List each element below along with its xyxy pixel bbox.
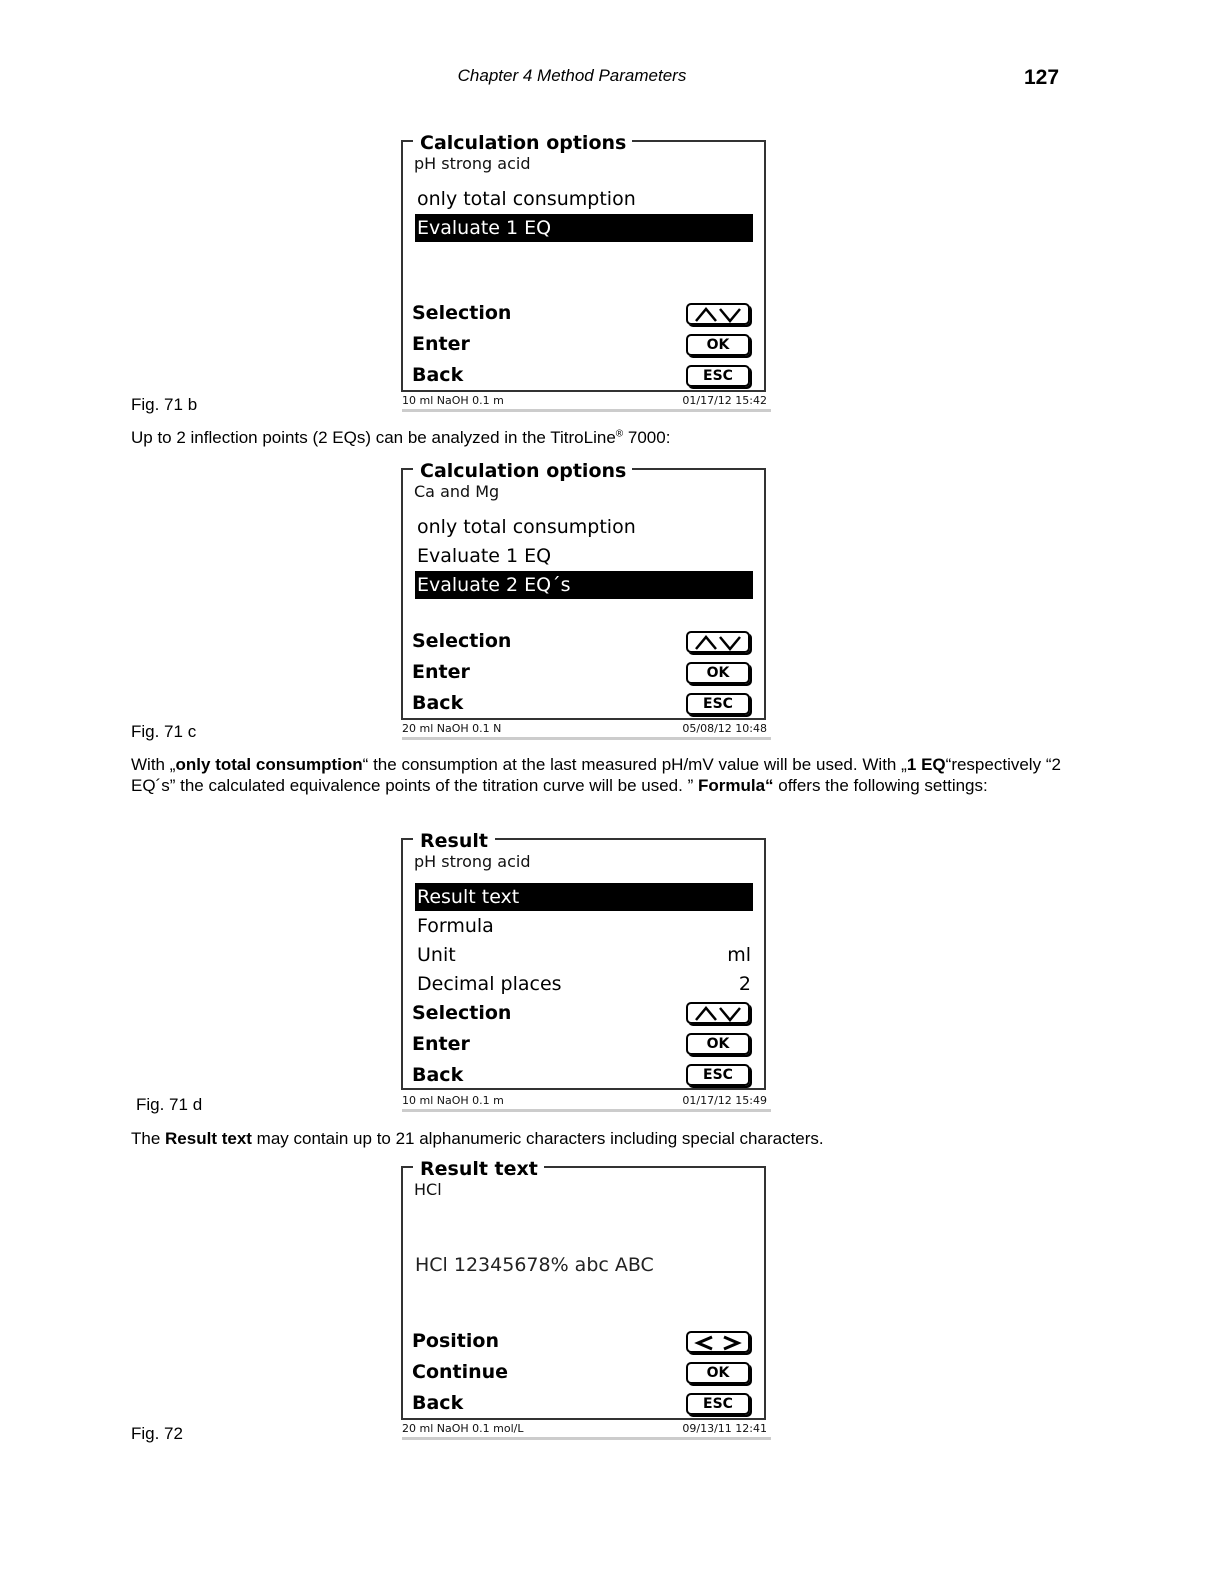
action-enter-label: Enter [412,1033,470,1055]
status-bar [402,1094,771,1112]
option-result-text[interactable]: Result text [415,883,753,911]
action-back-label: Back [412,1064,464,1086]
status-right: 05/08/12 10:48 [682,722,767,735]
option-evaluate-2eq[interactable]: Evaluate 2 EQ´s [415,571,753,599]
up-down-key[interactable] [686,303,750,325]
paragraph-consumption: With „only total consumption“ the consumption at the last measured pH/mV value will be used. With „1 EQ“respectively “2 EQ´s” the calculated equivalence points of the titration curve will be used. ” Formula“ offers the following settings: [131,755,1061,795]
fig-caption: Fig. 71 b [131,395,198,414]
screen-title: Result [418,830,494,852]
ok-key[interactable]: OK [686,1033,750,1055]
screen-subtitle: HCl [414,1180,442,1199]
action-selection-label: Selection [412,1002,512,1024]
status-left: 10 ml NaOH 0.1 m [402,394,504,407]
fig-caption: Fig. 71 c [131,722,197,741]
up-down-arrows-icon [692,1006,744,1022]
screen-fig72 [400,1158,771,1442]
status-left: 10 ml NaOH 0.1 m [402,1094,504,1107]
action-enter-label: Enter [412,661,470,683]
screen-subtitle: pH strong acid [414,154,531,173]
fig-caption: Fig. 71 d [136,1095,203,1114]
status-right: 01/17/12 15:49 [682,1094,767,1107]
action-back-label: Back [412,1392,464,1414]
screen-title: Calculation options [418,460,632,482]
left-right-arrows-icon [692,1335,744,1351]
screen-title: Result text [418,1158,544,1180]
esc-key[interactable]: ESC [686,693,750,715]
decimal-places-value: 2 [738,973,751,995]
option-total-consumption[interactable]: only total consumption [417,516,636,538]
action-continue-label: Continue [412,1361,509,1383]
status-right: 09/13/11 12:41 [682,1422,767,1435]
status-left: 20 ml NaOH 0.1 N [402,722,502,735]
action-back-label: Back [412,364,464,386]
option-total-consumption[interactable]: only total consumption [417,188,636,210]
screen-fig71d [400,830,771,1110]
option-decimal-places[interactable]: Decimal places 2 [415,970,753,998]
action-back-label: Back [412,692,464,714]
paragraph-inflection: Up to 2 inflection points (2 EQs) can be analyzed in the TitroLine® 7000: [131,428,671,447]
screen-subtitle: Ca and Mg [414,482,500,501]
option-formula[interactable]: Formula [417,915,494,937]
screen-subtitle: pH strong acid [414,852,531,871]
screen-title: Calculation options [418,132,632,154]
action-enter-label: Enter [412,333,470,355]
esc-key[interactable]: ESC [686,1393,750,1415]
up-down-key[interactable] [686,1002,750,1024]
screen-fig71b [400,132,771,412]
action-position-label: Position [412,1330,499,1352]
ok-key[interactable]: OK [686,662,750,684]
left-right-key[interactable] [686,1331,750,1353]
paragraph-result-text: The Result text may contain up to 21 alphanumeric characters including special characters. [131,1129,824,1148]
page-number: 127 [1024,66,1060,89]
action-selection-label: Selection [412,302,512,324]
option-unit[interactable]: Unit ml [415,941,753,969]
ok-key[interactable]: OK [686,334,750,356]
chapter-header: Chapter 4 Method Parameters [457,66,687,85]
status-bar [402,1422,771,1440]
action-selection-label: Selection [412,630,512,652]
result-text-input[interactable]: HCl 12345678% abc ABC [415,1254,654,1276]
status-right: 01/17/12 15:42 [682,394,767,407]
ok-key[interactable]: OK [686,1362,750,1384]
up-down-key[interactable] [686,631,750,653]
option-evaluate-1eq[interactable]: Evaluate 1 EQ [417,545,552,567]
fig-caption: Fig. 72 [131,1424,183,1443]
up-down-arrows-icon [692,635,744,651]
option-evaluate-1eq[interactable]: Evaluate 1 EQ [415,214,753,242]
screen-fig71c [400,460,771,740]
esc-key[interactable]: ESC [686,365,750,387]
status-bar [402,722,771,740]
esc-key[interactable]: ESC [686,1064,750,1086]
status-bar [402,394,771,412]
up-down-arrows-icon [692,307,744,323]
unit-value: ml [727,944,751,966]
status-left: 20 ml NaOH 0.1 mol/L [402,1422,524,1435]
